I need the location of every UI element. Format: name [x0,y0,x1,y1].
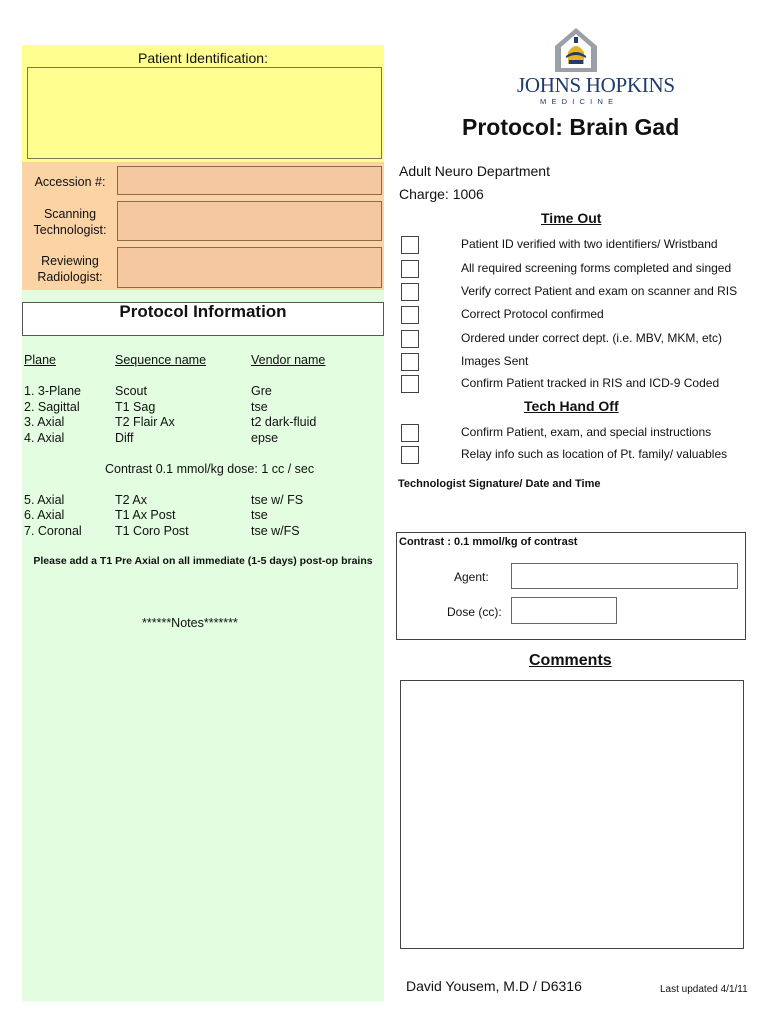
row-plane: 4. Axial [24,431,65,445]
row-vendor: Gre [251,384,272,398]
checkbox[interactable] [401,353,419,371]
plane-header: Plane [24,353,56,367]
checklist-item: Patient ID verified with two identifiers/ Wristband [461,237,718,251]
logo-subtitle: MEDICINE [540,97,619,106]
row-vendor: tse [251,400,268,414]
row-plane: 6. Axial [24,508,65,522]
patient-identification-title: Patient Identification: [138,50,268,66]
checkbox[interactable] [401,424,419,442]
dose-label: Dose (cc): [447,605,502,619]
checkbox[interactable] [401,236,419,254]
comments-title: Comments [529,652,612,669]
checkbox[interactable] [401,330,419,348]
comments-field[interactable] [400,680,744,949]
row-plane: 1. 3-Plane [24,384,81,398]
checklist-item: Confirm Patient, exam, and special instructions [461,425,712,439]
row-sequence: T1 Coro Post [115,524,189,538]
checklist-item: Confirm Patient tracked in RIS and ICD-9 Coded [461,376,720,390]
row-sequence: T2 Flair Ax [115,415,175,429]
checklist-item: Ordered under correct dept. (i.e. MBV, MKM, etc) [461,331,722,345]
row-vendor: tse [251,508,268,522]
row-plane: 3. Axial [24,415,65,429]
row-vendor: tse w/FS [251,524,300,538]
sequence-header: Sequence name [115,353,207,367]
checkbox[interactable] [401,375,419,393]
row-plane: 7. Coronal [24,524,82,538]
checklist-item: Verify correct Patient and exam on scanner and RIS [461,284,738,298]
checklist-item: Correct Protocol confirmed [461,307,604,321]
row-sequence: Scout [115,384,147,398]
scanning-technologist-label: Scanning Technologist: [33,207,107,237]
row-vendor: t2 dark-fluid [251,415,317,429]
row-plane: 2. Sagittal [24,400,80,414]
checklist-item: Images Sent [461,354,529,368]
department: Adult Neuro Department [399,163,550,179]
dose-field[interactable] [511,597,617,624]
row-sequence: T1 Sag [115,400,156,414]
johns-hopkins-shield-icon [555,28,597,72]
row-sequence: T1 Ax Post [115,508,176,522]
protocol-information-title: Protocol Information [119,302,287,321]
row-plane: 5. Axial [24,493,65,507]
post-op-note: Please add a T1 Pre Axial on all immediate (1-5 days) post-op brains [33,555,373,567]
contrast-dose-note: Contrast 0.1 mmol/kg dose: 1 cc / sec [105,462,315,476]
time-out-title: Time Out [541,210,602,226]
row-vendor: tse w/ FS [251,493,304,507]
checkbox[interactable] [401,306,419,324]
notes-label: ******Notes******* [142,616,238,630]
charge: Charge: 1006 [399,186,484,202]
agent-field[interactable] [511,563,738,589]
vendor-header: Vendor name [251,353,326,367]
checkbox[interactable] [401,446,419,464]
accession-label: Accession #: [34,175,106,189]
checklist-item: All required screening forms completed and singed [461,261,732,275]
signature-label: Technologist Signature/ Date and Time [398,478,601,490]
patient-identification-field[interactable] [27,67,382,159]
row-sequence: T2 Ax [115,493,147,507]
page-title: Protocol: Brain Gad [462,114,680,140]
tech-hand-off-title: Tech Hand Off [524,398,619,414]
row-sequence: Diff [115,431,134,445]
checklist-item: Relay info such as location of Pt. family/ valuables [461,447,728,461]
contrast-title: Contrast : 0.1 mmol/kg of contrast [399,536,578,548]
last-updated: Last updated 4/1/11 [660,984,748,995]
reviewing-radiologist-label: Reviewing Radiologist: [37,254,103,284]
reviewing-radiologist-field[interactable] [117,247,382,288]
checkbox[interactable] [401,283,419,301]
author: David Yousem, M.D / D6316 [406,978,582,994]
accession-field[interactable] [117,166,382,195]
scanning-technologist-field[interactable] [117,201,382,241]
agent-label: Agent: [454,570,489,584]
logo-name: JOHNS HOPKINS [517,73,675,97]
checkbox[interactable] [401,260,419,278]
row-vendor: epse [251,431,279,445]
